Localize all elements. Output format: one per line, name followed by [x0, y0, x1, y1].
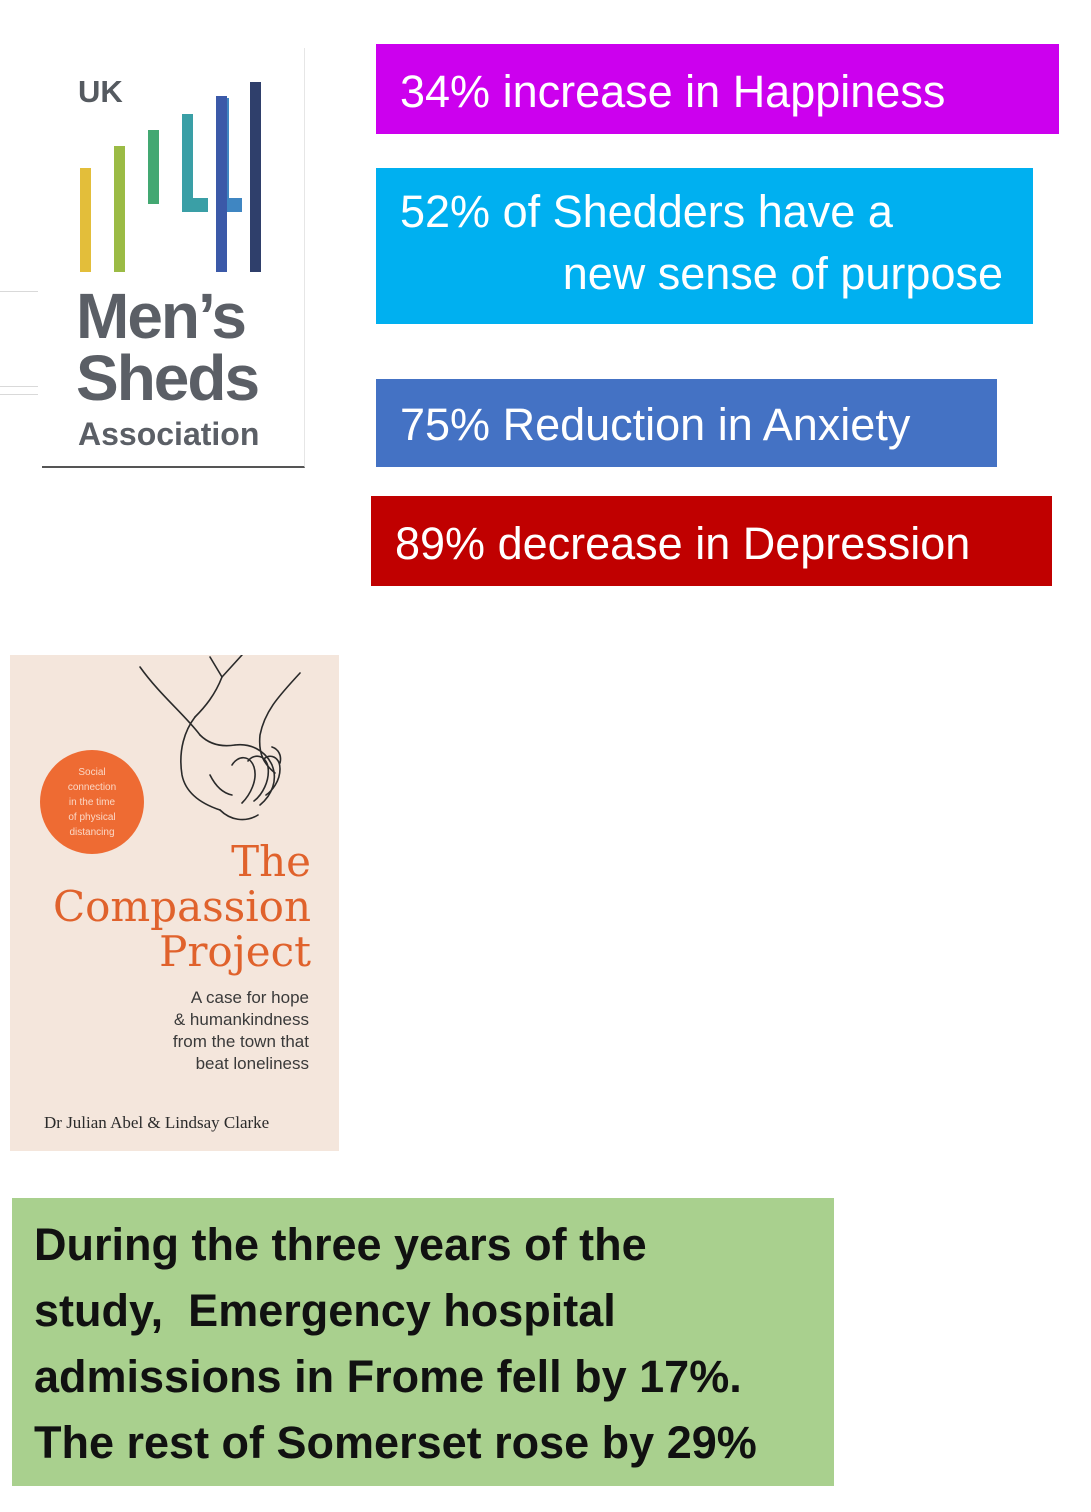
- stat-purpose: [376, 168, 1033, 324]
- logo-word-mens: Men’s: [76, 280, 245, 352]
- logo-word-sheds: Sheds: [76, 342, 259, 414]
- logo-bar: [182, 198, 208, 212]
- stat-anxiety: 75% Reduction in Anxiety: [376, 379, 997, 467]
- logo-bar: [216, 96, 227, 272]
- badge-line: of physical: [68, 811, 116, 823]
- book-subtitle-line: from the town that: [172, 1032, 309, 1051]
- divider-line: [0, 386, 38, 387]
- summary-line: The rest of Somerset rose by 29%: [34, 1417, 757, 1468]
- summary-line: study, Emergency hospital: [34, 1285, 616, 1336]
- book-authors: Dr Julian Abel & Lindsay Clarke: [44, 1113, 270, 1132]
- logo-country: UK: [78, 74, 123, 109]
- logo-bar: [80, 168, 91, 272]
- book-subtitle-line: A case for hope: [190, 988, 309, 1007]
- book-title-the: The: [231, 837, 311, 886]
- book-title-project: Project: [159, 927, 311, 976]
- badge-line: in the time: [68, 796, 116, 808]
- badge-line: connection: [67, 781, 117, 793]
- stat-depression: 89% decrease in Depression: [371, 496, 1052, 586]
- divider-line: [0, 394, 38, 395]
- stat-happiness: 34% increase in Happiness: [376, 44, 1059, 134]
- badge-line: Social: [78, 766, 106, 778]
- stat-purpose-line1: 52% of Shedders have a: [400, 186, 893, 237]
- logo-bar: [182, 114, 193, 210]
- book-cover: [10, 655, 339, 1151]
- summary-line: During the three years of the: [34, 1219, 647, 1270]
- stat-purpose-line2: new sense of purpose: [562, 248, 1003, 300]
- divider-line: [0, 291, 38, 292]
- book-subtitle-line: & humankindness: [173, 1010, 309, 1029]
- badge-line: distancing: [69, 826, 115, 838]
- hospital-admissions-summary: [12, 1198, 834, 1486]
- logo-bar: [114, 146, 125, 272]
- book-title-compassion: Compassion: [52, 882, 311, 931]
- book-badge: [40, 750, 144, 854]
- logo-bar: [250, 82, 261, 272]
- summary-line: admissions in Frome fell by 17%.: [34, 1351, 742, 1402]
- logo-word-association: Association: [78, 416, 260, 452]
- mens-sheds-logo: [42, 48, 305, 468]
- logo-bar: [148, 130, 159, 204]
- book-subtitle: [173, 987, 309, 1075]
- book-subtitle-line: beat loneliness: [195, 1054, 309, 1073]
